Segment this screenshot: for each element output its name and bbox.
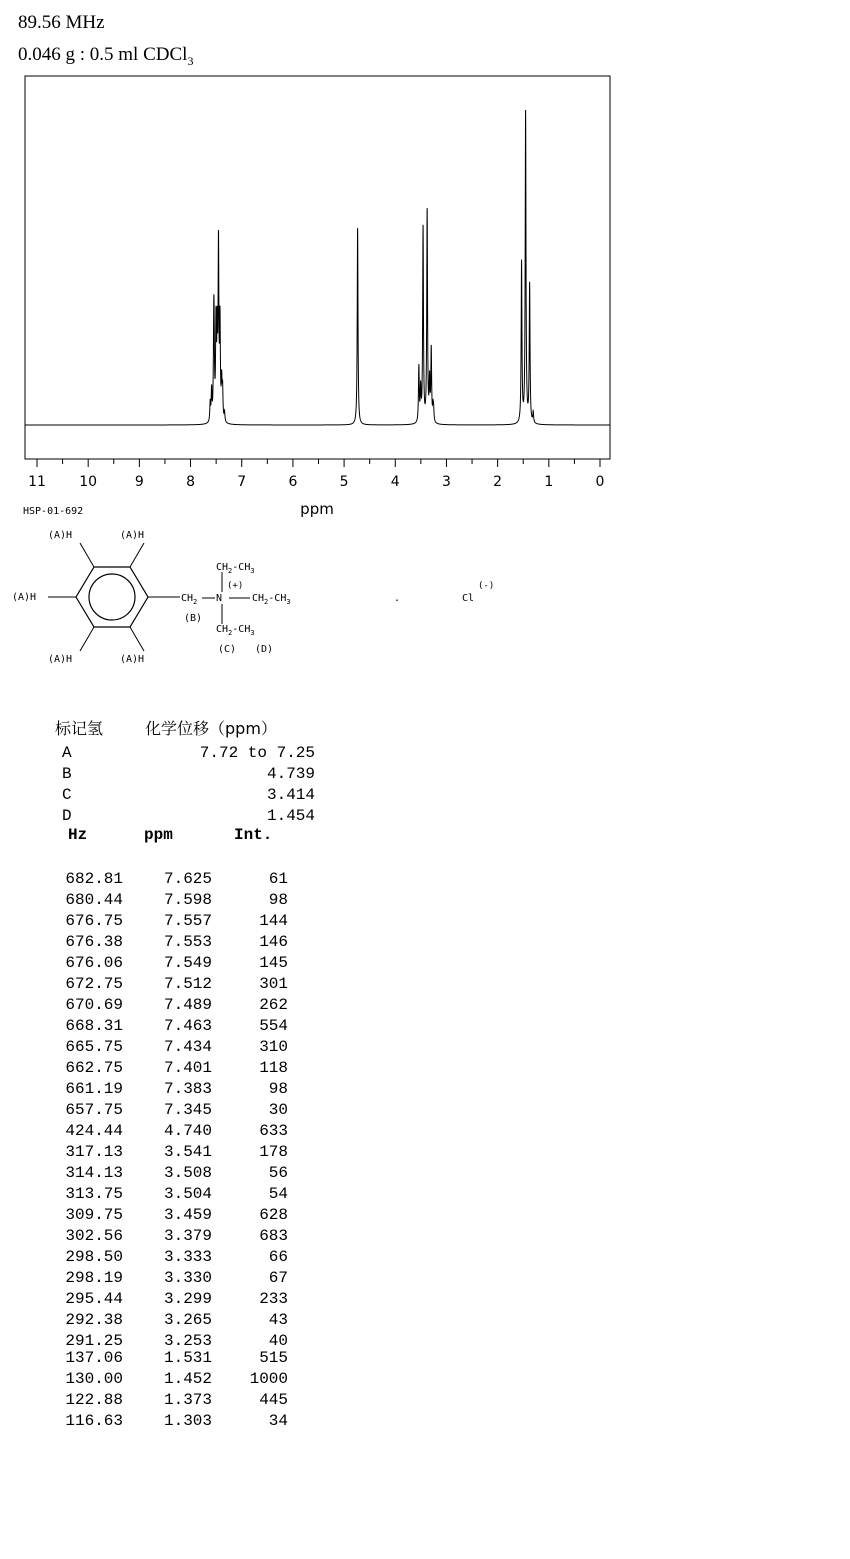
x-tick-label: 8 <box>186 474 196 490</box>
x-tick-label: 5 <box>339 474 349 490</box>
shift-col-label: 标记氢 <box>55 719 104 738</box>
shift-row-value: 7.72 to 7.25 <box>199 744 315 762</box>
peak-hz: 670.69 <box>65 996 123 1014</box>
x-axis-label: ppm <box>300 500 334 518</box>
label-ah-top-left: (A)H <box>48 530 73 541</box>
label-ah-left: (A)H <box>12 592 37 603</box>
peak-int: 118 <box>259 1059 288 1077</box>
peak-hz: 682.81 <box>65 870 123 888</box>
peak-ppm: 4.740 <box>163 1122 212 1140</box>
x-tick-label: 2 <box>493 474 503 490</box>
peak-ppm: 3.459 <box>163 1206 212 1224</box>
label-b: (B) <box>184 613 203 624</box>
x-tick-label: 1 <box>544 474 554 490</box>
peak-ppm: 7.383 <box>163 1080 212 1098</box>
peak-hz: 298.50 <box>65 1248 123 1266</box>
bond-h-top-right <box>130 543 144 567</box>
shift-row-value: 1.454 <box>266 807 315 825</box>
peak-ppm: 1.373 <box>163 1391 212 1409</box>
label-d: (D) <box>255 644 274 655</box>
x-tick-label: 6 <box>288 474 298 490</box>
peak-int: 61 <box>268 870 288 888</box>
peak-int: 67 <box>268 1269 288 1287</box>
peak-col-ppm: ppm <box>144 826 173 844</box>
peak-col-int: Int. <box>234 826 273 844</box>
peak-ppm: 3.504 <box>163 1185 212 1203</box>
peak-ppm: 3.379 <box>163 1227 212 1245</box>
label-ah-bottom-left: (A)H <box>48 654 73 665</box>
shift-row-label: B <box>62 765 72 783</box>
peak-hz: 302.56 <box>65 1227 123 1245</box>
spectrum-trace <box>25 110 610 425</box>
nmr-spectrum-chart <box>0 0 850 700</box>
peak-hz: 672.75 <box>65 975 123 993</box>
peak-ppm: 3.253 <box>163 1332 212 1350</box>
peak-int: 66 <box>268 1248 288 1266</box>
label-ah-bottom-right: (A)H <box>120 654 145 665</box>
peak-hz: 137.06 <box>65 1349 123 1367</box>
shift-assignment-table <box>55 716 355 740</box>
peak-hz: 665.75 <box>65 1038 123 1056</box>
frequency-label: 89.56 MHz <box>18 12 105 33</box>
x-tick-label: 7 <box>237 474 247 490</box>
label-ah-top-right: (A)H <box>120 530 145 541</box>
peak-hz: 676.06 <box>65 954 123 972</box>
x-tick-label: 4 <box>390 474 400 490</box>
peak-hz: 680.44 <box>65 891 123 909</box>
peak-ppm: 7.434 <box>163 1038 212 1056</box>
compound-code: HSP-01-692 <box>23 506 84 517</box>
peak-ppm: 3.541 <box>163 1143 212 1161</box>
peak-ppm: 1.531 <box>163 1349 212 1367</box>
peak-int: 515 <box>259 1349 288 1367</box>
peak-hz: 130.00 <box>65 1370 123 1388</box>
x-tick-label: 11 <box>28 474 46 490</box>
peak-int: 34 <box>268 1412 288 1430</box>
peak-int: 301 <box>259 975 288 993</box>
label-n-charge: (+) <box>227 581 244 591</box>
peak-hz: 676.38 <box>65 933 123 951</box>
peak-ppm: 7.401 <box>163 1059 212 1077</box>
peak-int: 628 <box>259 1206 288 1224</box>
peak-ppm: 3.265 <box>163 1311 212 1329</box>
x-axis-ticks <box>37 459 600 467</box>
peak-hz: 314.13 <box>65 1164 123 1182</box>
salt-dot: . <box>394 593 401 604</box>
peak-ppm: 3.330 <box>163 1269 212 1287</box>
peak-ppm: 7.512 <box>163 975 212 993</box>
shift-table-header <box>55 716 355 740</box>
peak-hz: 291.25 <box>65 1332 123 1350</box>
peak-hz: 668.31 <box>65 1017 123 1035</box>
peak-int: 146 <box>259 933 288 951</box>
shift-row-value: 4.739 <box>266 765 315 783</box>
peak-ppm: 7.463 <box>163 1017 212 1035</box>
x-tick-label: 0 <box>595 474 605 490</box>
peak-int: 30 <box>268 1101 288 1119</box>
aromatic-circle <box>89 574 135 620</box>
shift-row-label: A <box>62 744 72 762</box>
peak-hz: 662.75 <box>65 1059 123 1077</box>
molecule-structure <box>12 506 494 665</box>
peak-ppm: 7.625 <box>163 870 212 888</box>
label-c: (C) <box>218 644 237 655</box>
peak-hz: 292.38 <box>65 1311 123 1329</box>
peak-hz: 295.44 <box>65 1290 123 1308</box>
x-axis-tick-labels <box>28 474 604 490</box>
benzene-ring <box>76 567 148 627</box>
x-tick-label: 10 <box>79 474 98 490</box>
shift-row-value: 3.414 <box>266 786 315 804</box>
peak-int: 144 <box>259 912 288 930</box>
sample-subscript: 3 <box>187 53 194 68</box>
plot-frame <box>25 76 610 459</box>
shift-col-value: 化学位移（ppm） <box>145 719 277 738</box>
peak-ppm: 7.549 <box>163 954 212 972</box>
peak-hz: 309.75 <box>65 1206 123 1224</box>
bond-h-bottom-right <box>130 627 144 651</box>
peak-int: 233 <box>259 1290 288 1308</box>
peak-ppm: 7.345 <box>163 1101 212 1119</box>
peak-int: 178 <box>259 1143 288 1161</box>
peak-hz: 116.63 <box>65 1412 123 1430</box>
shift-row-label: D <box>62 807 72 825</box>
peak-ppm: 1.303 <box>163 1412 212 1430</box>
peak-hz: 122.88 <box>65 1391 123 1409</box>
peak-hz: 424.44 <box>65 1122 123 1140</box>
peak-ppm: 7.557 <box>163 912 212 930</box>
peak-ppm: 7.598 <box>163 891 212 909</box>
peak-hz: 661.19 <box>65 1080 123 1098</box>
bond-h-top-left <box>80 543 94 567</box>
peak-hz: 313.75 <box>65 1185 123 1203</box>
shift-row-label: C <box>62 786 72 804</box>
ethyl-bottom: $CH_2-CH_3$ <box>216 624 255 637</box>
peak-int: 445 <box>259 1391 288 1409</box>
peak-int: 262 <box>259 996 288 1014</box>
peak-hz: 657.75 <box>65 1101 123 1119</box>
peak-int: 54 <box>268 1185 288 1203</box>
peak-int: 554 <box>259 1017 288 1035</box>
ethyl-right: $CH_2-CH_3$ <box>252 593 291 606</box>
peak-ppm: 7.489 <box>163 996 212 1014</box>
peak-int: 98 <box>268 891 288 909</box>
sample-text: 0.046 g : 0.5 ml CDCl <box>18 44 188 65</box>
bond-h-bottom-left <box>80 627 94 651</box>
peak-ppm: 1.452 <box>163 1370 212 1388</box>
peak-int: 40 <box>268 1332 288 1350</box>
peak-int: 310 <box>259 1038 288 1056</box>
peak-hz: 317.13 <box>65 1143 123 1161</box>
x-tick-label: 3 <box>441 474 451 490</box>
x-tick-label: 9 <box>134 474 144 490</box>
peak-int: 633 <box>259 1122 288 1140</box>
peak-ppm: 7.553 <box>163 933 212 951</box>
peak-int: 56 <box>268 1164 288 1182</box>
peak-int: 43 <box>268 1311 288 1329</box>
peak-int: 98 <box>268 1080 288 1098</box>
peak-hz: 676.75 <box>65 912 123 930</box>
label-n-atom: N <box>216 593 223 604</box>
peak-hz: 298.19 <box>65 1269 123 1287</box>
peak-ppm: 3.333 <box>163 1248 212 1266</box>
peak-ppm: 3.508 <box>163 1164 212 1182</box>
peak-col-hz: Hz <box>68 826 88 844</box>
chloride: Cl <box>462 593 475 604</box>
peak-int: 1000 <box>249 1370 288 1388</box>
label-benzyl-ch2: $CH_2$ <box>181 593 198 606</box>
peak-ppm: 3.299 <box>163 1290 212 1308</box>
peak-int: 683 <box>259 1227 288 1245</box>
ethyl-top: $CH_2-CH_3$ <box>216 562 255 575</box>
chloride-charge: (-) <box>478 581 495 591</box>
peak-int: 145 <box>259 954 288 972</box>
